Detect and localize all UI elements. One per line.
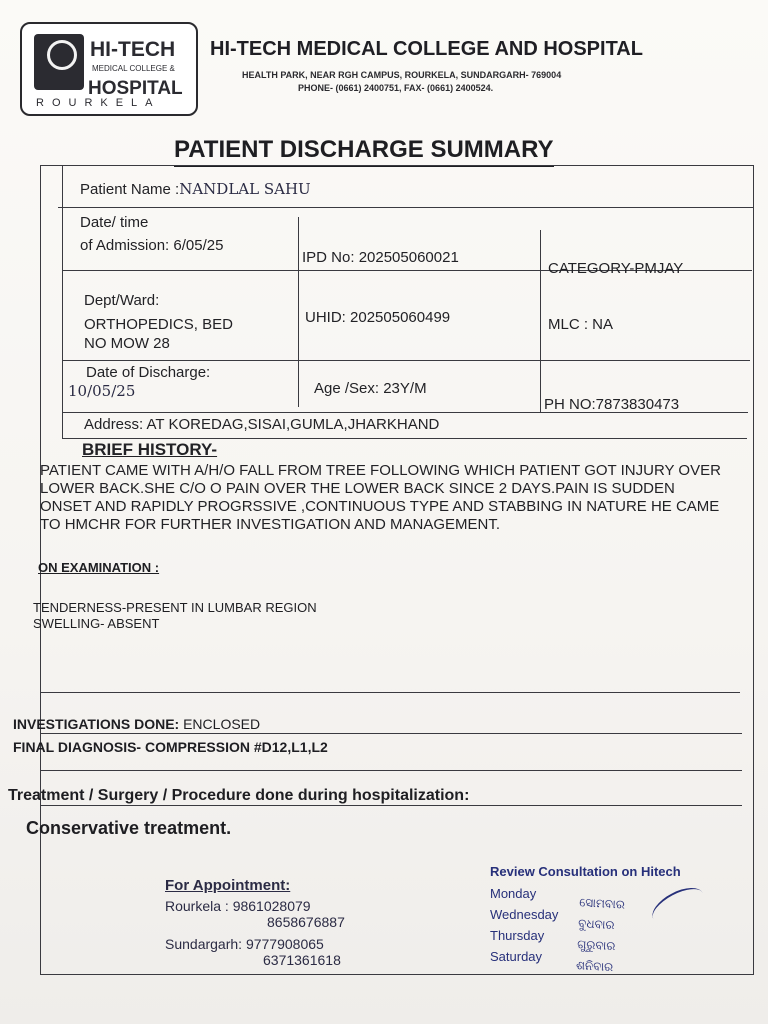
ipd-value: 202505060021 — [358, 249, 459, 266]
rule — [40, 733, 742, 734]
odia-day-3: ଗୁରୁବାର — [576, 937, 616, 954]
hospital-logo — [20, 22, 198, 116]
logo-line-4: ROURKELA — [36, 97, 161, 109]
patient-name-field — [80, 180, 311, 198]
patient-name-value: NANDLAL SAHU — [179, 180, 311, 198]
hospital-phone: PHONE- (0661) 2400751, FAX- (0661) 2400524. — [298, 83, 494, 93]
dept-value: ORTHOPEDICS, BED — [84, 316, 233, 333]
rule — [540, 230, 541, 412]
review-day-saturday: Saturday — [490, 949, 543, 964]
treatment-value: Conservative treatment. — [26, 818, 232, 838]
history-text: PATIENT CAME WITH A/H/O FALL FROM TREE FOLLOWING WHICH PATIENT GOT INJURY OVER LOWER BACK.SHE C/O O PAIN OVER THE LOWER BACK SINCE 2 DAYS.PAIN IS SUDDEN ONSET AND RAPIDLY PROGRSSIVE ,CONTINUOUS TYPE AND STABBING IN NATURE HE CAME TO HMCHR FOR FURTHER INVESTIGATION AND MANAGEMENT. — [40, 462, 721, 533]
hospital-address: HEALTH PARK, NEAR RGH CAMPUS, ROURKELA, SUNDARGARH- 769004 — [242, 70, 562, 80]
dept-label: Dept/Ward: — [84, 292, 160, 309]
odia-day-4: ଶନିବାର — [575, 958, 614, 975]
investigations-field — [13, 716, 260, 732]
final-diagnosis: FINAL DIAGNOSIS- COMPRESSION #D12,L1,L2 — [13, 739, 328, 755]
hospital-name: HI-TECH MEDICAL COLLEGE AND HOSPITAL — [210, 38, 643, 60]
caduceus-icon — [34, 34, 84, 90]
appointment-block — [165, 877, 345, 968]
rule — [40, 770, 742, 771]
review-day-wednesday: Wednesday — [490, 907, 559, 922]
appointment-sundargarh — [165, 936, 345, 952]
rourkela-phone-2: 8658676887 — [267, 914, 345, 930]
review-title: Review Consultation on Hitech — [490, 864, 681, 879]
rule — [40, 805, 742, 806]
investigations-value: ENCLOSED — [183, 716, 261, 732]
ipd-label: IPD No: — [302, 249, 355, 266]
address-field: Address: AT KOREDAG,SISAI,GUMLA,JHARKHAND — [84, 416, 440, 433]
odia-day-2: ବୁଧବାର — [577, 916, 615, 933]
sundargarh-phone-2: 6371361618 — [263, 952, 341, 968]
uhid-label: UHID: — [305, 309, 346, 326]
sundargarh-label: Sundargarh: — [165, 936, 243, 952]
examination-findings — [33, 600, 317, 632]
admission-field — [80, 237, 223, 254]
history-title: BRIEF HISTORY- — [82, 440, 218, 459]
sundargarh-phone-1: 9777908065 — [245, 936, 324, 952]
patient-name-label: Patient Name : — [80, 181, 180, 198]
examination-title: ON EXAMINATION : — [38, 560, 160, 575]
rule — [62, 438, 747, 439]
examination-line-2: SWELLING- ABSENT — [33, 616, 160, 631]
rule — [62, 165, 63, 438]
review-odia-days — [575, 892, 650, 975]
discharge-value: 10/05/25 — [68, 382, 136, 400]
treatment-title: Treatment / Surgery / Procedure done during hospitalization: — [8, 787, 470, 804]
rourkela-label: Rourkela : — [165, 898, 229, 914]
investigations-label: INVESTIGATIONS DONE: — [13, 716, 180, 732]
age-sex-field: Age /Sex: 23Y/M — [314, 380, 427, 397]
rule — [40, 692, 740, 693]
uhid-value: 202505060499 — [350, 309, 451, 326]
appointment-rourkela — [165, 898, 345, 914]
admission-label-2: of Admission: — [80, 237, 170, 254]
document-title: PATIENT DISCHARGE SUMMARY — [174, 136, 554, 167]
rule — [298, 217, 299, 407]
logo-line-3: HOSPITAL — [88, 78, 183, 99]
category-field: CATEGORY-PMJAY — [548, 260, 684, 277]
ipd-field — [302, 249, 459, 266]
discharge-label: Date of Discharge: — [86, 364, 211, 381]
examination-line-1: TENDERNESS-PRESENT IN LUMBAR REGION — [33, 600, 317, 615]
logo-line-2: MEDICAL COLLEGE & — [92, 64, 175, 73]
odia-day-1: ସୋମବାର — [578, 895, 626, 912]
mlc-field: MLC : NA — [548, 316, 614, 333]
admission-value: 6/05/25 — [173, 237, 224, 254]
uhid-field — [305, 309, 450, 326]
phone-field: PH NO:7873830473 — [544, 396, 680, 413]
bed-value: NO MOW 28 — [84, 335, 170, 352]
rourkela-phone-1: 9861028079 — [232, 898, 311, 914]
rule — [62, 360, 750, 361]
logo-line-1: HI-TECH — [90, 38, 176, 61]
rule — [58, 207, 753, 208]
review-day-monday: Monday — [490, 886, 537, 901]
admission-label-1: Date/ time — [80, 214, 149, 231]
review-day-thursday: Thursday — [490, 928, 545, 943]
appointment-title: For Appointment: — [165, 877, 291, 894]
